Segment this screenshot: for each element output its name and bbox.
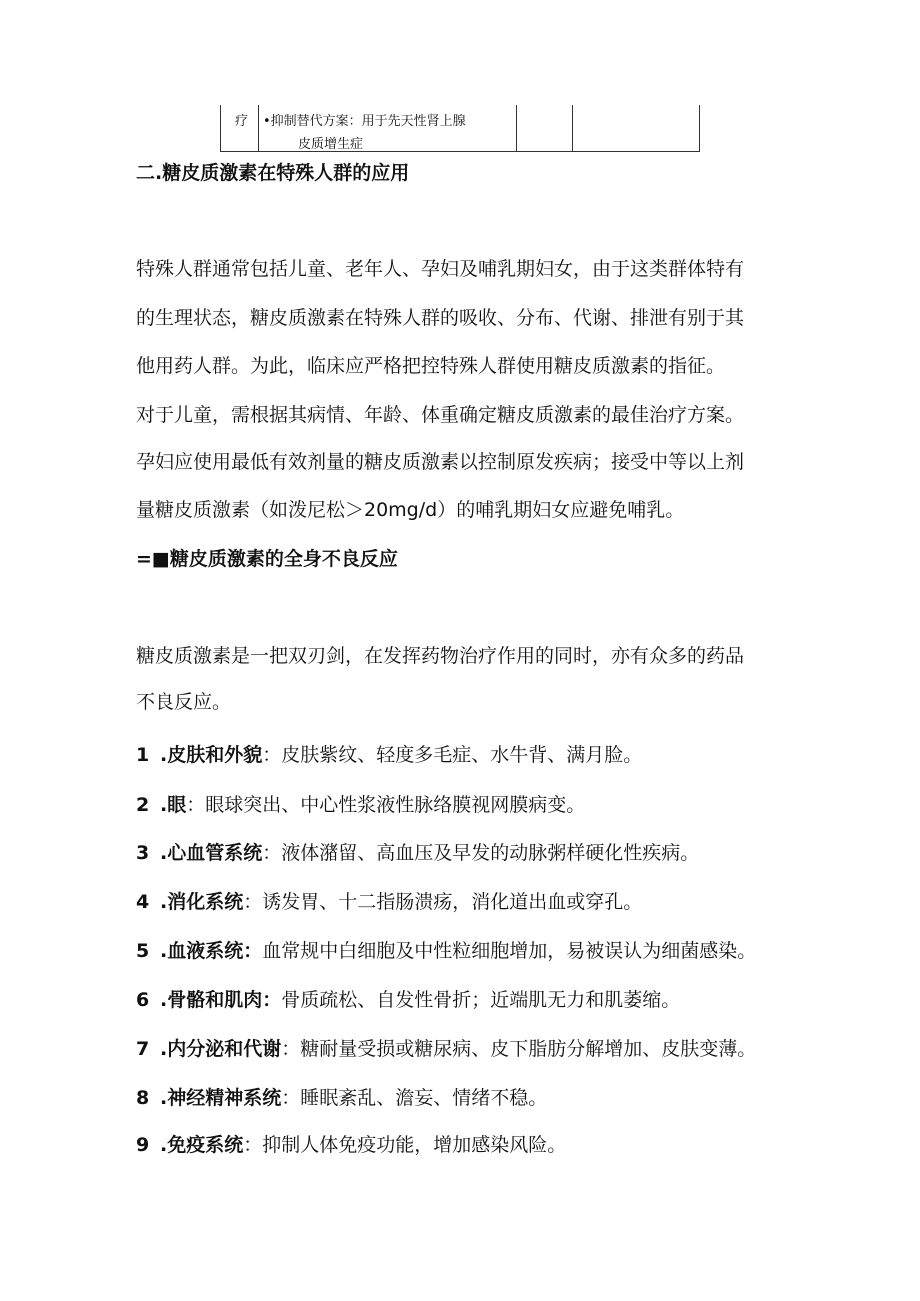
item-text: ：皮肤紫纹、轻度多毛症、水牛背、满月脸。 — [262, 744, 643, 766]
paragraph-line: 量糖皮质激素（如泼尼松＞20mg∕d）的哺乳期妇女应避免哺乳。 — [136, 499, 685, 521]
table-divider — [572, 105, 573, 151]
item-text: 血常规中白细胞及中性粒细胞增加，易被误认为细菌感染。 — [262, 940, 757, 962]
item-number: 4 — [136, 891, 150, 913]
list-item — [136, 790, 585, 817]
list-item — [136, 1083, 547, 1110]
list-item — [136, 887, 642, 914]
item-number: 3 — [136, 842, 150, 864]
table-cell: 皮质增生症 — [298, 137, 364, 152]
paragraph-line: 孕妇应使用最低有效剂量的糖皮质激素以控制原发疾病；接受中等以上剂 — [136, 451, 745, 473]
paragraph-line: 对于儿童，需根据其病情、年龄、体重确定糖皮质激素的最佳治疗方案。 — [136, 404, 745, 426]
table-divider — [258, 105, 259, 151]
list-item — [136, 1130, 566, 1157]
item-number: 5 — [136, 940, 150, 962]
item-term: .神经精神系统 — [160, 1087, 282, 1109]
item-number: 8 — [136, 1087, 150, 1109]
paragraph-line: 特殊人群通常包括儿童、老年人、孕妇及哺乳期妇女，由于这类群体特有 — [136, 258, 745, 280]
table-cell: 疗 — [235, 114, 249, 129]
item-text: ：抑制人体免疫功能，增加感染风险。 — [243, 1134, 567, 1156]
item-term: .血液系统： — [160, 940, 263, 962]
list-item — [136, 1034, 756, 1061]
list-item — [136, 985, 680, 1012]
section-heading: =■糖皮质激素的全身不良反应 — [136, 548, 398, 570]
paragraph-line: 他用药人群。为此，临床应严格把控特殊人群使用糖皮质激素的指征。 — [136, 355, 726, 377]
item-term: .皮肤和外貌 — [160, 744, 263, 766]
section-heading: 二.糖皮质激素在特殊人群的应用 — [136, 162, 410, 184]
paragraph-line: 糖皮质激素是一把双刃剑，在发挥药物治疗作用的同时，亦有众多的药品 — [136, 645, 745, 667]
paragraph-line: 的生理状态，糖皮质激素在特殊人群的吸收、分布、代谢、排泄有别于其 — [136, 307, 745, 329]
item-number: 9 — [136, 1134, 150, 1156]
item-text: 骨质疏松、自发性骨折；近端肌无力和肌萎缩。 — [281, 989, 681, 1011]
paragraph-line: 不良反应。 — [136, 691, 232, 713]
list-item — [136, 740, 642, 767]
item-term: .骨骼和肌肉： — [160, 989, 282, 1011]
item-text: ：诱发胃、十二指肠溃疡，消化道出血或穿孔。 — [243, 891, 643, 913]
item-text: ：糖耐量受损或糖尿病、皮下脂肪分解增加、皮肤变薄。 — [281, 1038, 757, 1060]
item-text: ：睡眠紊乱、澹妄、情绪不稳。 — [281, 1087, 548, 1109]
item-number: 1 — [136, 744, 150, 766]
list-item — [136, 838, 699, 865]
item-number: 7 — [136, 1038, 150, 1060]
table-divider — [516, 105, 517, 151]
item-number: 2 — [136, 794, 150, 816]
item-term: .免疫系统 — [160, 1134, 244, 1156]
item-number: 6 — [136, 989, 150, 1011]
item-term: .消化系统 — [160, 891, 244, 913]
table-fragment — [220, 105, 700, 152]
item-text: ：液体潴留、高血压及早发的动脉粥样硬化性疾病。 — [262, 842, 700, 864]
item-term: .心血管系统 — [160, 842, 263, 864]
item-term: .内分泌和代谢 — [160, 1038, 282, 1060]
list-item — [136, 936, 756, 963]
item-term: .眼 — [160, 794, 187, 816]
item-text: ：眼球突出、中心性浆液性脉络膜视网膜病变。 — [186, 794, 586, 816]
table-cell: •抑制替代方案：用于先天性肾上腺 — [263, 114, 466, 129]
